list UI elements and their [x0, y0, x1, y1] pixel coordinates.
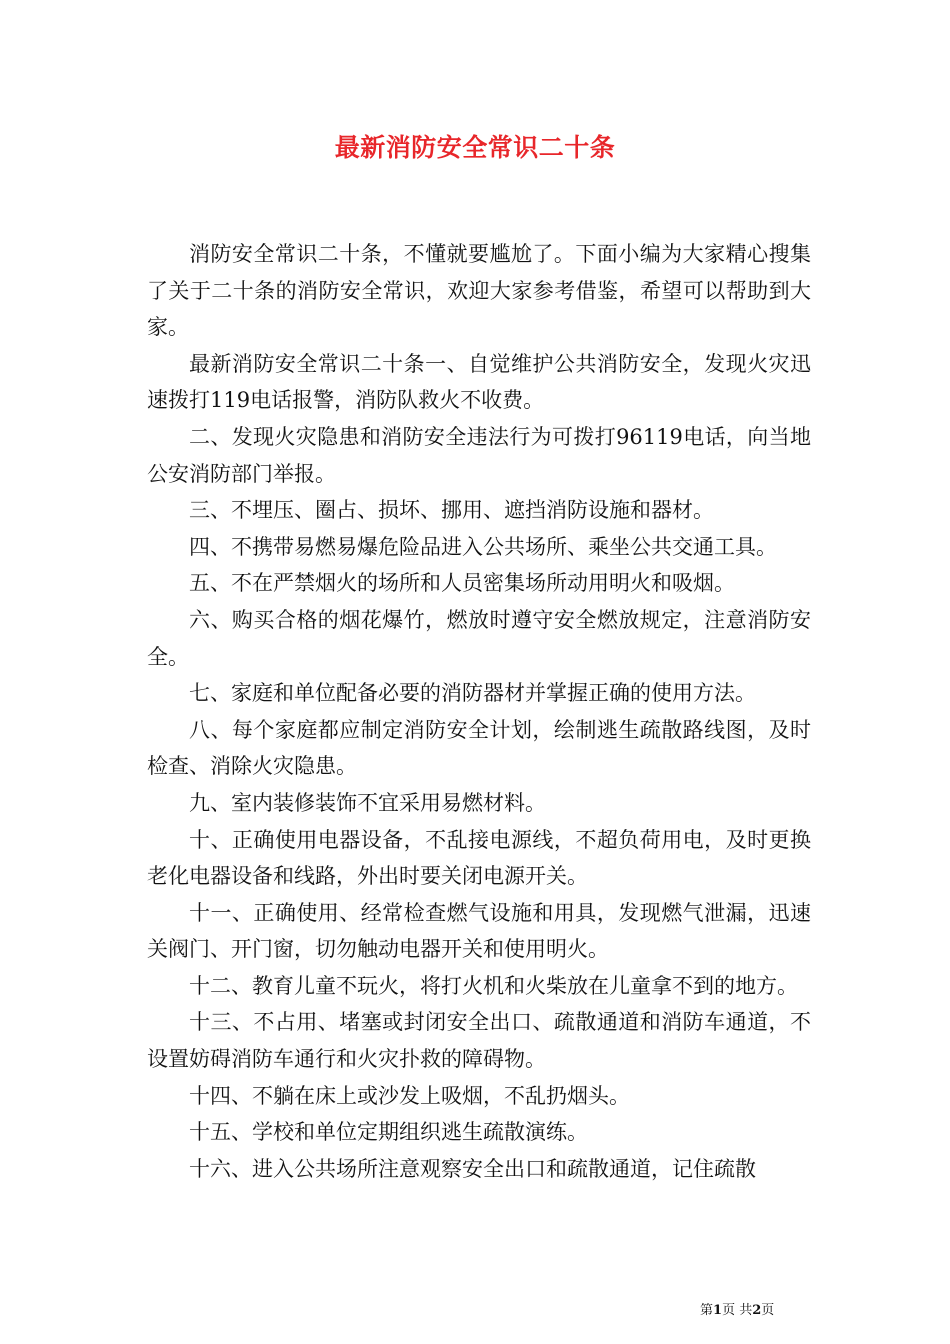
paragraph-item-5: 五、不在严禁烟火的场所和人员密集场所动用明火和吸烟。 [189, 571, 735, 596]
paragraph-item-16: 十六、进入公共场所注意观察安全出口和疏散通道，记住疏散 [189, 1156, 756, 1181]
paragraph-item-1: 最新消防安全常识二十条一、自觉维护公共消防安全，发现火灾迅速拨打119电话报警，消防队救火不收费。 [147, 351, 811, 413]
paragraph-item-4: 四、不携带易燃易爆危险品进入公共场所、乘坐公共交通工具。 [189, 534, 777, 559]
paragraph-item-12: 十二、教育儿童不玩火，将打火机和火柴放在儿童拿不到的地方。 [189, 973, 798, 998]
footer-label-page: 第 [700, 1303, 714, 1318]
paragraph-item-6: 六、购买合格的烟花爆竹，燃放时遵守安全燃放规定，注意消防安全。 [147, 607, 811, 669]
footer-current-page: 1 [713, 1303, 723, 1318]
paragraph-item-11: 十一、正确使用、经常检查燃气设施和用具，发现燃气泄漏，迅速关阀门、开门窗，切勿触动电器开关和使用明火。 [147, 900, 811, 962]
paragraph-item-15: 十五、学校和单位定期组织逃生疏散演练。 [189, 1120, 588, 1145]
paragraph-item-13: 十三、不占用、堵塞或封闭安全出口、疏散通道和消防车通道，不设置妨碍消防车通行和火灾扑救的障碍物。 [147, 1010, 811, 1072]
footer-total-pages: 2 [752, 1303, 762, 1318]
paragraph-item-8: 八、每个家庭都应制定消防安全计划，绘制逃生疏散路线图，及时检查、消除火灾隐患。 [147, 717, 811, 779]
paragraph-item-14: 十四、不躺在床上或沙发上吸烟，不乱扔烟头。 [189, 1083, 630, 1108]
document-title: 最新消防安全常识二十条 [334, 133, 616, 162]
page-number-footer [700, 1301, 820, 1321]
paragraph-item-10: 十、正确使用电器设备，不乱接电源线，不超负荷用电，及时更换老化电器设备和线路，外出时要关闭电源开关。 [147, 827, 811, 889]
paragraph-item-3: 三、不埋压、圈占、损坏、挪用、遮挡消防设施和器材。 [189, 498, 714, 523]
footer-label-end: 页 [761, 1303, 775, 1318]
footer-label-of: 页 共 [722, 1303, 753, 1318]
document-body [147, 236, 811, 1187]
paragraph-intro: 消防安全常识二十条，不懂就要尴尬了。下面小编为大家精心搜集了关于二十条的消防安全常识，欢迎大家参考借鉴，希望可以帮助到大家。 [147, 242, 811, 340]
paragraph-item-9: 九、室内装修装饰不宜采用易燃材料。 [189, 790, 546, 815]
paragraph-item-7: 七、家庭和单位配备必要的消防器材并掌握正确的使用方法。 [189, 681, 756, 706]
paragraph-item-2: 二、发现火灾隐患和消防安全违法行为可拨打96119电话，向当地公安消防部门举报。 [147, 424, 811, 486]
